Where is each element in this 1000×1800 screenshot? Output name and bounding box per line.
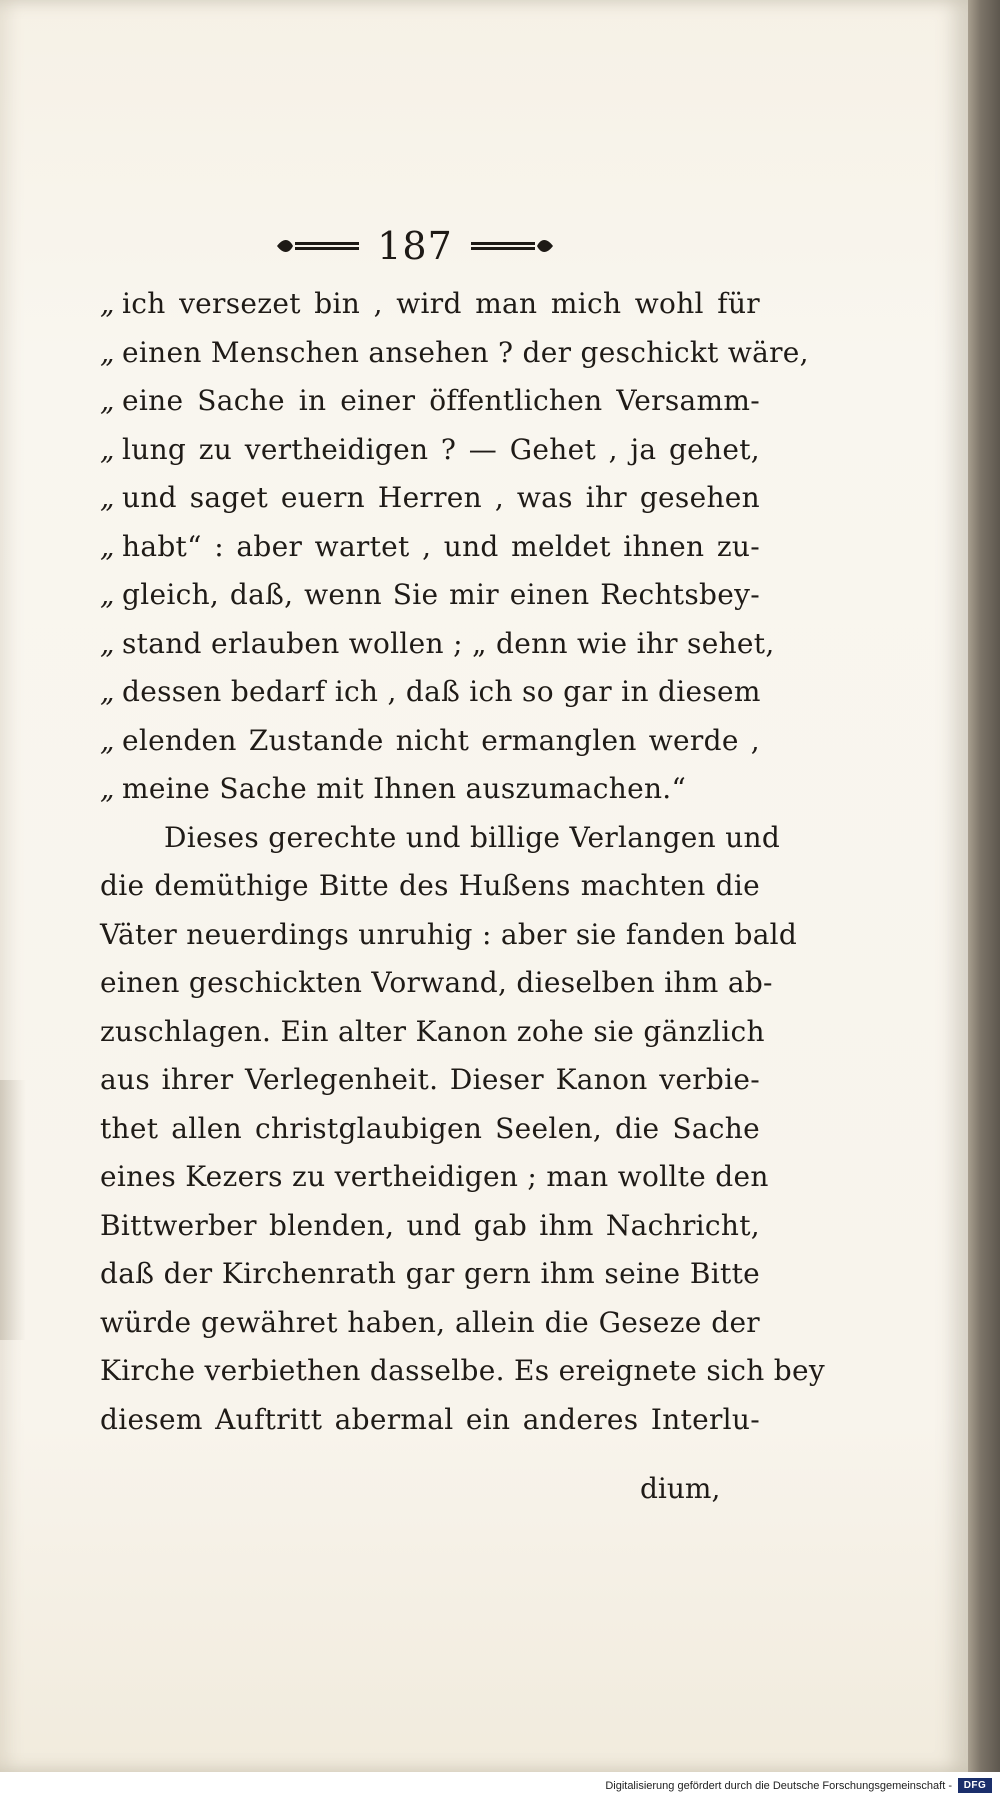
- funding-credit: Digitalisierung gefördert durch die Deutsche Forschungsgemeinschaft -: [605, 1780, 952, 1792]
- text-line: „ dessen bedarf ich , daß ich so gar in diesem: [100, 675, 761, 708]
- page-header: [255, 224, 575, 268]
- text-line: diesem Auftritt abermal ein anderes Interlu-: [100, 1402, 760, 1436]
- text-line: „ habt“ : aber wartet , und meldet ihnen zu-: [100, 529, 760, 563]
- text-line: „ stand erlauben wollen ; „ denn wie ihr sehet,: [100, 626, 775, 660]
- text-line: „ ich versezet bin , wird man mich wohl für: [100, 287, 760, 320]
- text-line: die demüthige Bitte des Hußens machten die: [100, 869, 760, 902]
- text-line: würde gewähret haben, allein die Geseze der: [100, 1305, 760, 1339]
- dfg-logo-icon: DFG: [958, 1778, 992, 1793]
- text-line: Väter neuerdings unruhig : aber sie fanden bald: [100, 917, 798, 951]
- right-ornament-icon: [467, 235, 557, 257]
- text-line: Bittwerber blenden, und gab ihm Nachricht,: [100, 1208, 760, 1242]
- text-line: „ lung zu vertheidigen ? — Gehet , ja gehet,: [100, 432, 760, 466]
- body-text: [100, 280, 826, 1444]
- text-line: einen geschickten Vorwand, dieselben ihm ab-: [100, 966, 773, 999]
- catchword: dium,: [640, 1472, 721, 1505]
- text-line: „ gleich, daß, wenn Sie mir einen Rechtsbey-: [100, 578, 760, 611]
- text-line: eines Kezers zu vertheidigen ; man wollte den: [100, 1160, 769, 1193]
- text-line: „ einen Menschen ansehen ? der geschickt wäre,: [100, 335, 809, 369]
- page-stain: [0, 1080, 26, 1340]
- text-line: „ meine Sache mit Ihnen auszumachen.“: [100, 772, 687, 805]
- text-line: thet allen christglaubigen Seelen, die Sache: [100, 1111, 760, 1145]
- text-line: „ elenden Zustande nicht ermanglen werde ,: [100, 723, 760, 757]
- text-line: zuschlagen. Ein alter Kanon zohe sie gänzlich: [100, 1014, 765, 1048]
- text-line: daß der Kirchenrath gar gern ihm seine Bitte: [100, 1257, 760, 1290]
- left-ornament-icon: [273, 235, 363, 257]
- text-line: „ eine Sache in einer öffentlichen Versamm-: [100, 384, 760, 417]
- text-line: „ und saget euern Herren , was ihr gesehen: [100, 481, 760, 514]
- page-number: 187: [377, 224, 453, 268]
- text-line: Dieses gerechte und billige Verlangen und: [164, 820, 781, 854]
- page-edge: [968, 0, 1000, 1772]
- text-line: Kirche verbiethen dasselbe. Es ereignete sich bey: [100, 1354, 826, 1387]
- text-line: aus ihrer Verlegenheit. Dieser Kanon verbie-: [100, 1063, 760, 1096]
